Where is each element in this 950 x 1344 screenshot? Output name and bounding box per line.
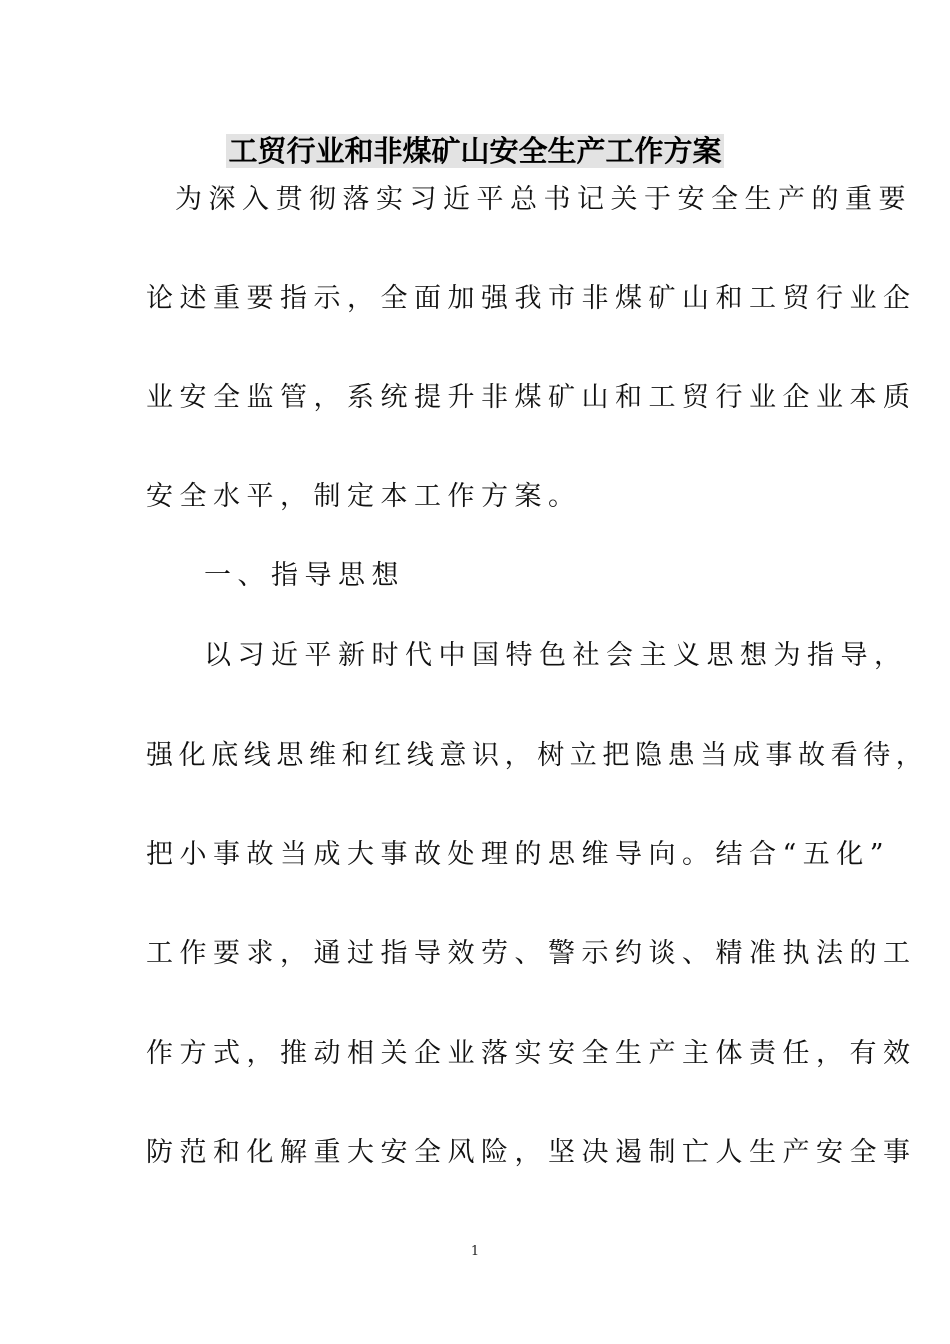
paragraph-line: 强化底线思维和红线意识，树立把隐患当成事故看待， <box>146 740 929 771</box>
paragraph-line: 论述重要指示，全面加强我市非煤矿山和工贸行业企 <box>146 283 917 314</box>
page-number: 1 <box>470 1244 480 1259</box>
section-heading: 一、指导思想 <box>204 560 405 591</box>
paragraph-line: 为深入贯彻落实习近平总书记关于安全生产的重要 <box>175 184 912 215</box>
paragraph-line: 业安全监管，系统提升非煤矿山和工贸行业企业本质 <box>146 382 917 413</box>
paragraph-line: 以习近平新时代中国特色社会主义思想为指导， <box>204 640 908 671</box>
paragraph-line: 工作要求，通过指导效劳、警示约谈、精准执法的工 <box>146 938 917 969</box>
paragraph-line: 作方式，推动相关企业落实安全生产主体责任，有效 <box>146 1038 917 1069</box>
document-title-text: 工贸行业和非煤矿山安全生产工作方案 <box>228 134 722 168</box>
document-title <box>0 131 950 171</box>
paragraph-line: 防范和化解重大安全风险，坚决遏制亡人生产安全事 <box>146 1137 917 1168</box>
paragraph-line: 把小事故当成大事故处理的思维导向。结合“五化” <box>146 839 891 870</box>
paragraph-line: 安全水平，制定本工作方案。 <box>146 481 582 512</box>
